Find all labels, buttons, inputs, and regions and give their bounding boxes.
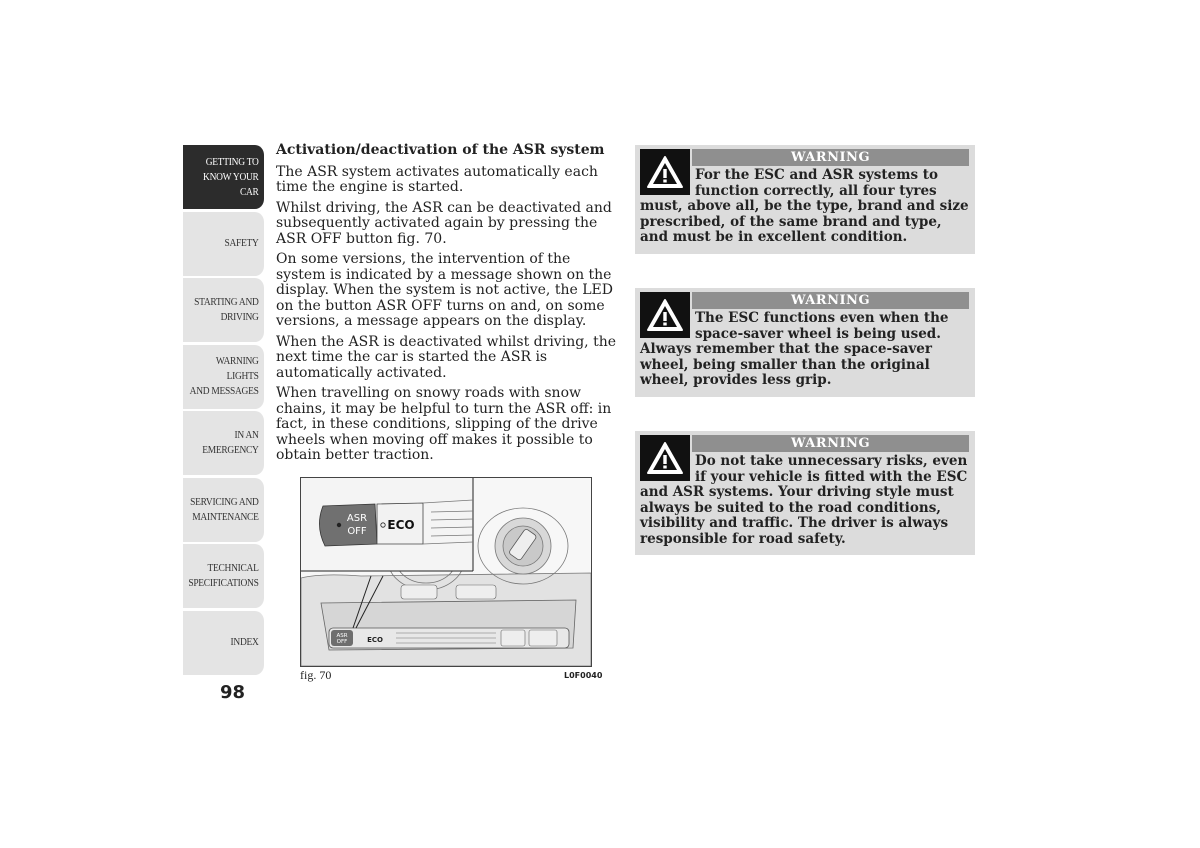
section-heading: Activation/deactivation of the ASR system xyxy=(276,142,605,158)
warning-title: WARNING xyxy=(692,435,969,452)
small-eco-label: ECO xyxy=(367,636,383,644)
tab-index[interactable]: INDEX xyxy=(183,611,264,675)
warning-title: WARNING xyxy=(692,292,969,309)
asr-section xyxy=(276,143,618,469)
warning-title: WARNING xyxy=(692,149,969,166)
warning-text: Do not take unnecessary risks, even if your vehicle is fitted with the ESC and ASR systems. Your driving style must always be suited to the road conditions, visibility and traffic. The driver is always responsible for road safety. xyxy=(640,453,968,547)
paragraph: When the ASR is deactivated whilst driving, the next time the car is started the ASR is automatically activated. xyxy=(276,333,616,381)
tab-technical-specifications[interactable]: TECHNICAL SPECIFICATIONS xyxy=(183,544,264,608)
warning-text: For the ESC and ASR systems to function correctly, all four tyres must, above all, be the type, brand and size prescribed, of the same brand and type, and must be in excellent condition. xyxy=(640,167,969,245)
paragraph: On some versions, the intervention of the system is indicated by a message shown on the display. When the system is not active, the LED on the button ASR OFF turns on and, on some versions, a message appears on the display. xyxy=(276,251,613,329)
tab-getting-to-know-your-car[interactable]: GETTING TO KNOW YOUR CAR xyxy=(183,145,264,209)
figure-caption: fig. 70 xyxy=(300,668,332,682)
figure-code: L0F0040 xyxy=(564,671,603,680)
tab-starting-and-driving[interactable]: STARTING AND DRIVING xyxy=(183,278,264,342)
off-label: OFF xyxy=(347,526,367,537)
dashboard-illustration xyxy=(300,477,592,667)
warning-box-tyres xyxy=(635,145,975,254)
tab-servicing-and-maintenance[interactable]: SERVICING AND MAINTENANCE xyxy=(183,478,264,542)
small-asr-label: ASR xyxy=(336,633,348,639)
warning-triangle-icon xyxy=(640,435,690,481)
tab-safety[interactable]: SAFETY xyxy=(183,212,264,276)
warning-box-risks xyxy=(635,431,975,555)
paragraph: The ASR system activates automatically each time the engine is started. xyxy=(276,163,598,195)
chapter-tabs xyxy=(174,145,264,677)
tab-in-an-emergency[interactable]: IN AN EMERGENCY xyxy=(183,411,264,475)
warning-text: The ESC functions even when the space-saver wheel is being used. Always remember that the space-saver wheel, being smaller than the original wheel, provides less grip. xyxy=(640,310,949,388)
warning-triangle-icon xyxy=(640,149,690,195)
warning-box-space-saver xyxy=(635,288,975,397)
small-off-label: OFF xyxy=(336,639,348,645)
warning-triangle-icon xyxy=(640,292,690,338)
paragraph: When travelling on snowy roads with snow chains, it may be helpful to turn the ASR off: in fact, in these conditions, slipping of the drive wheels when moving off makes it possible to obtain better traction. xyxy=(276,385,612,463)
eco-label: ECO xyxy=(387,518,415,532)
tab-warning-lights-and-messages[interactable]: WARNING LIGHTS AND MESSAGES xyxy=(183,345,264,409)
asr-label: ASR xyxy=(346,513,368,524)
page-number: 98 xyxy=(220,682,246,703)
paragraph: Whilst driving, the ASR can be deactivated and subsequently activated again by pressing the ASR OFF button fig. 70. xyxy=(276,199,612,247)
